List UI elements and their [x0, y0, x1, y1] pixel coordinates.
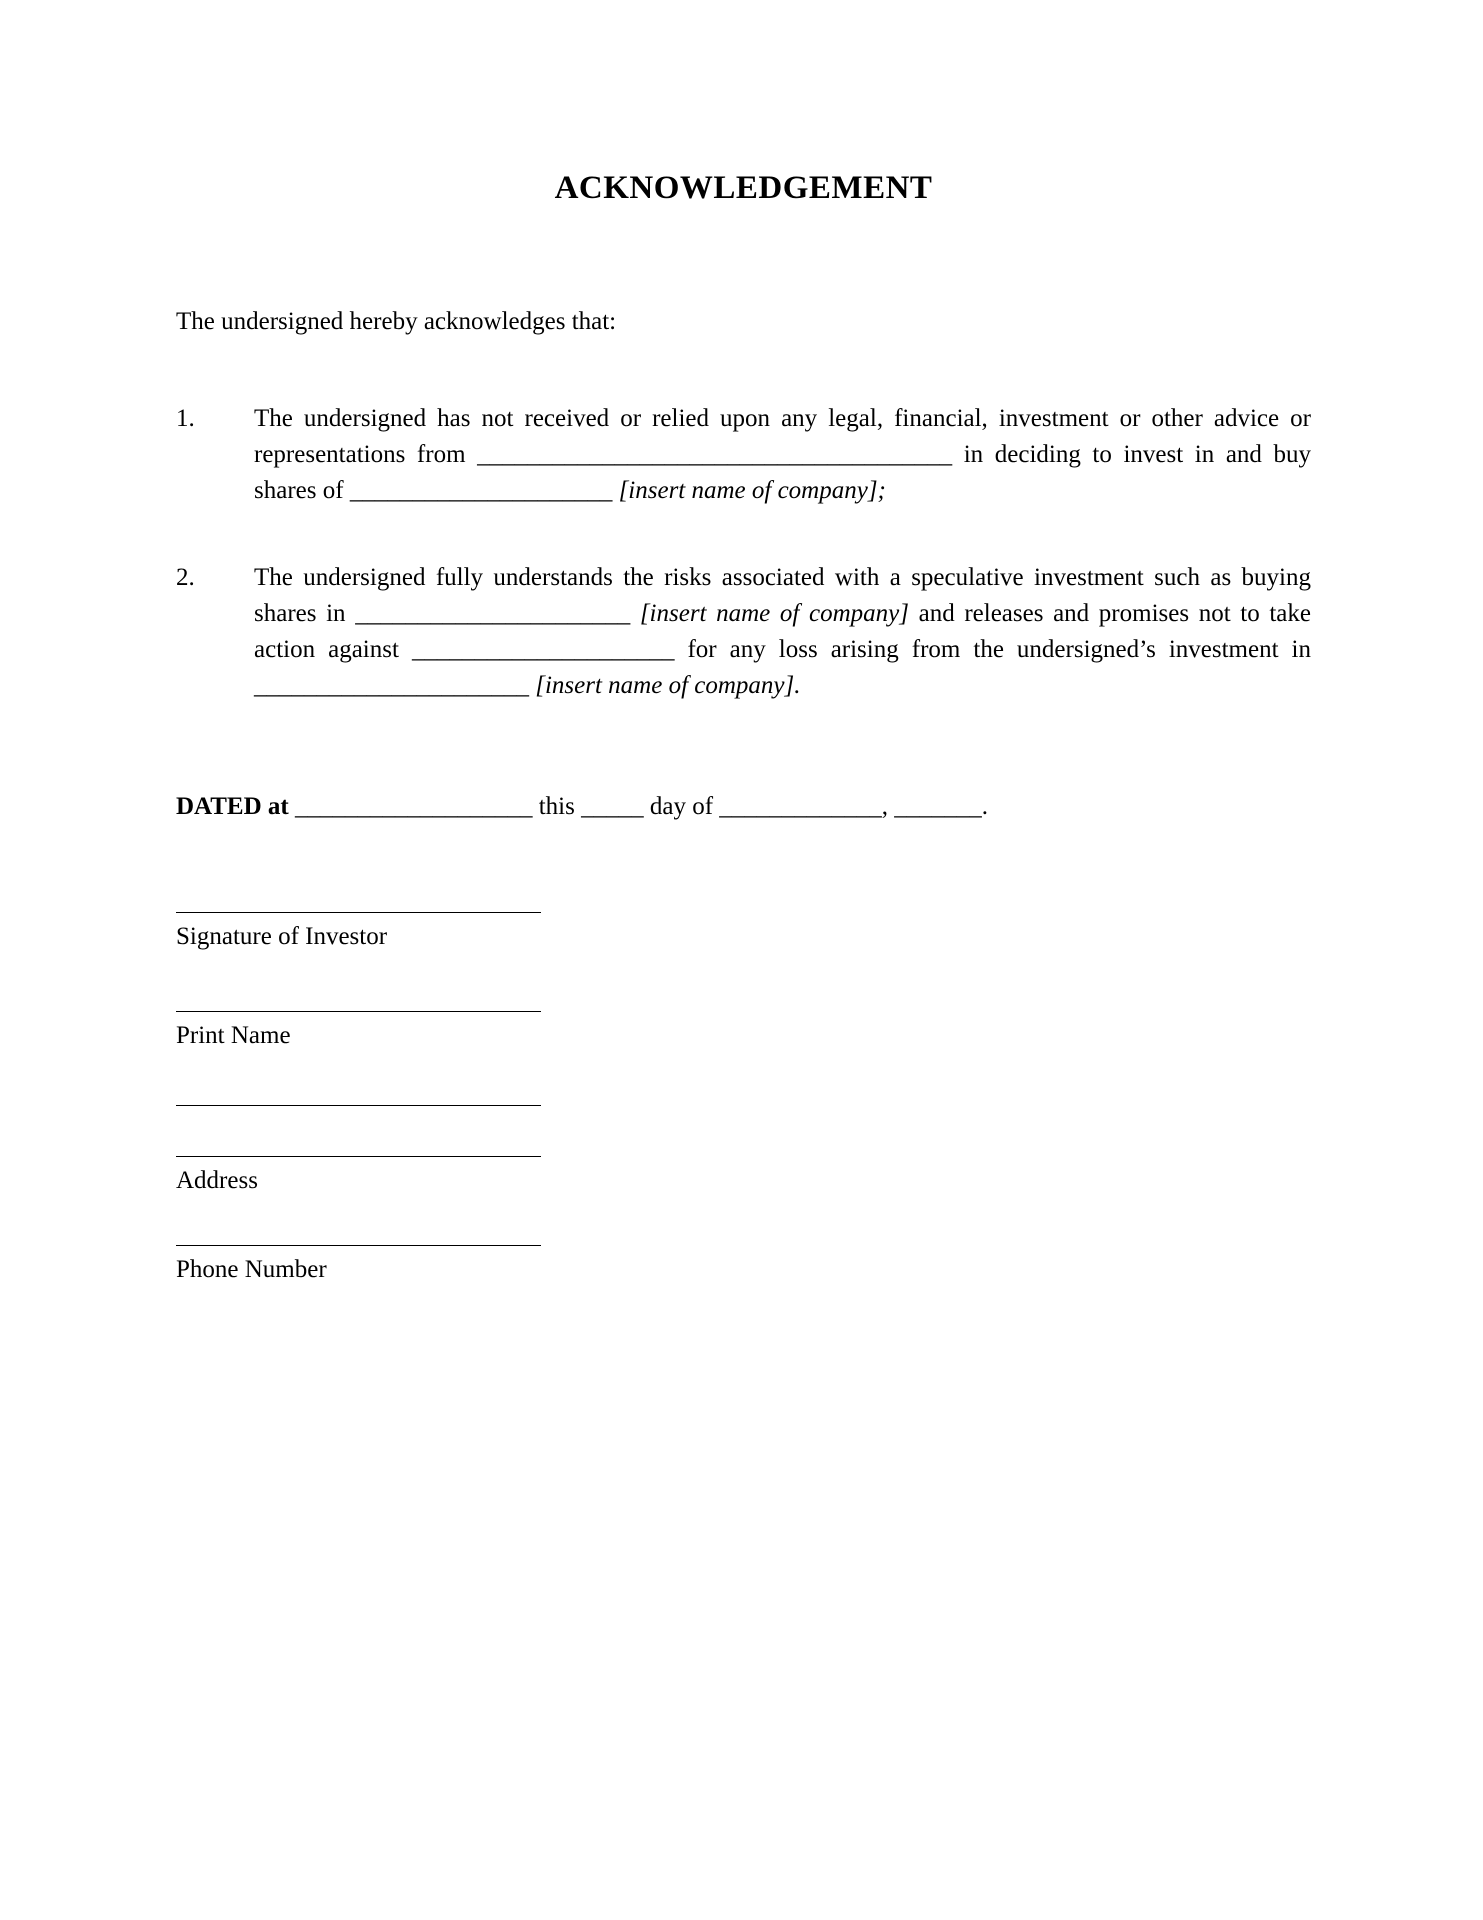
- clause-text: [254, 560, 1311, 705]
- dated-place-blank[interactable]: ___________________: [294, 792, 533, 820]
- fill-in-blank[interactable]: _____________________: [349, 477, 613, 505]
- dated-line: [176, 789, 1311, 824]
- phone-number-label: Phone Number: [176, 1256, 327, 1283]
- dated-label: DATED at: [176, 792, 289, 820]
- dated-comma: ,: [881, 792, 889, 820]
- print-name-line[interactable]: [176, 1011, 541, 1012]
- phone-number-line[interactable]: [176, 1245, 541, 1246]
- address-label: Address: [176, 1166, 258, 1194]
- clause-segment: The undersigned fully understands the risks associated with a speculative investment such as buying shares in: [254, 563, 1311, 627]
- spacer: [176, 1106, 1311, 1156]
- dated-day-blank[interactable]: _____: [581, 792, 644, 820]
- dated-month-blank[interactable]: _____________: [719, 792, 882, 820]
- fill-in-blank[interactable]: ______________________: [254, 672, 529, 700]
- page-title: ACKNOWLEDGEMENT: [554, 170, 933, 206]
- fill-in-blank[interactable]: ______________________________________: [477, 441, 953, 468]
- fill-in-blank[interactable]: _____________________: [411, 636, 675, 663]
- spacer: [176, 1053, 1311, 1105]
- clause-number: 1.: [176, 404, 195, 432]
- spacer: [176, 1197, 1311, 1245]
- clause-segment: The undersigned has not received or relied upon any legal, financial, investment or other advice or representations from: [254, 404, 1311, 468]
- clause-segment: and releases and promises not to take action against: [254, 599, 1312, 663]
- clause-item: [176, 401, 1311, 510]
- clause-segment-italic: [insert name of company]: [630, 599, 909, 627]
- clause-segment: in deciding to invest in and buy shares of: [254, 441, 1312, 505]
- clause-item: [176, 560, 1311, 705]
- clause-text: [254, 401, 1311, 510]
- address-line-2[interactable]: [176, 1156, 541, 1157]
- signature-of-investor-line[interactable]: [176, 912, 541, 913]
- clause-segment: for any loss arising from the undersigned’s investment in: [674, 636, 1311, 663]
- fill-in-blank[interactable]: ______________________: [355, 599, 631, 627]
- dated-period: .: [981, 792, 989, 820]
- dated-this-word: this: [538, 792, 575, 820]
- intro-paragraph: The undersigned hereby acknowledges that:: [176, 308, 617, 335]
- print-name-label: Print Name: [176, 1022, 291, 1049]
- clause-segment-italic: [insert name of company];: [612, 477, 886, 505]
- signature-block: [176, 912, 1311, 1287]
- clause-segment-italic: [insert name of company].: [529, 672, 801, 700]
- clause-number: 2.: [176, 563, 195, 591]
- dated-dayof-word: day of: [649, 792, 714, 820]
- signature-of-investor-label: Signature of Investor: [176, 922, 388, 950]
- spacer: [176, 953, 1311, 1011]
- document-content: [176, 0, 1311, 1287]
- dated-year-blank[interactable]: _______: [894, 792, 982, 820]
- clause-list: [176, 401, 1311, 705]
